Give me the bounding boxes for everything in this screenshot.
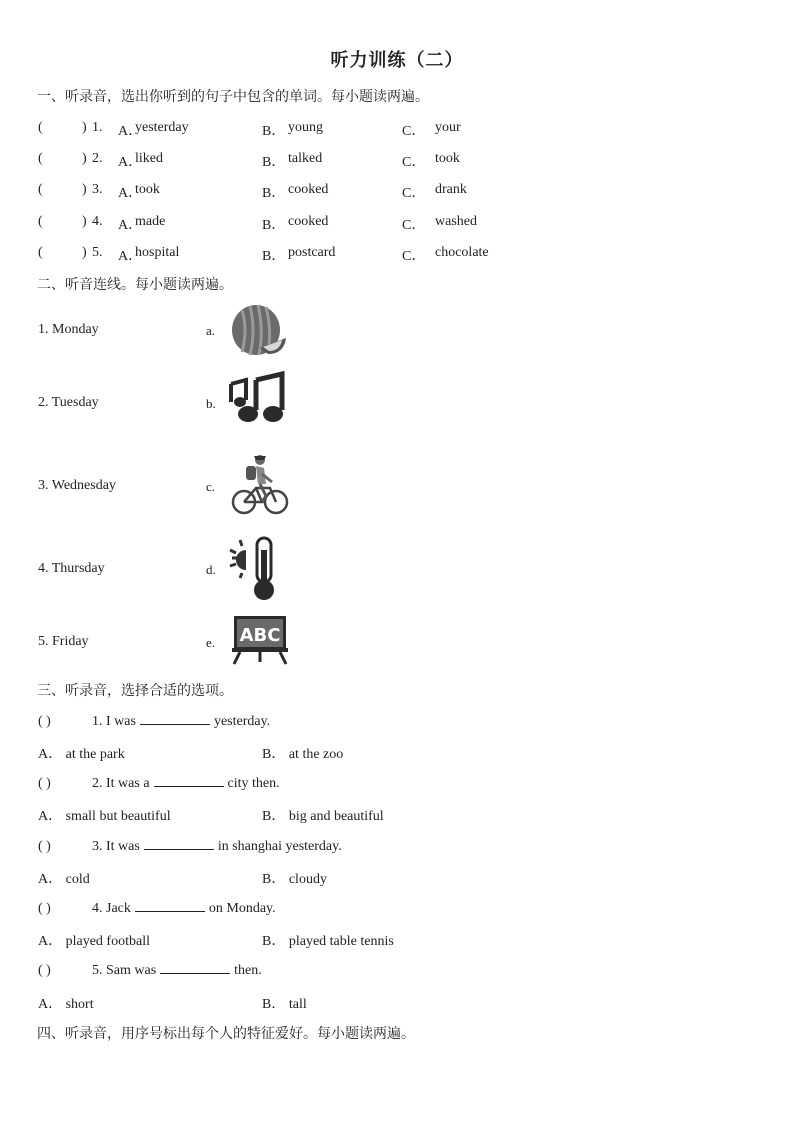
choice-row — [38, 214, 758, 234]
answer-bracket: ( ) — [38, 963, 51, 978]
question-text-before: 4. Jack — [92, 901, 131, 916]
question-row — [38, 837, 342, 855]
option-b-word: cooked — [288, 182, 329, 197]
question-row — [38, 899, 276, 917]
option-a-word: hospital — [135, 245, 180, 260]
option-c-letter: C． — [402, 186, 426, 201]
question-text-before: 2. It was a — [92, 776, 150, 791]
question-number: 3. — [92, 182, 103, 197]
option-b-word: young — [288, 120, 323, 135]
match-label-4: 4. Thursday — [38, 561, 105, 576]
match-label-1: 1. Monday — [38, 322, 99, 337]
hot-thermometer-icon — [226, 536, 290, 600]
option-a-letter: A． — [118, 218, 143, 233]
question-text-before: 1. I was — [92, 714, 136, 729]
answer-bracket: ( ) — [38, 901, 51, 916]
option-b: B． cloudy — [262, 872, 327, 887]
match-letter-c: c. — [206, 479, 216, 494]
question-row — [38, 774, 280, 792]
question-number: 4. — [92, 214, 103, 229]
option-c-letter: C． — [402, 218, 426, 233]
option-b-letter: B． — [262, 249, 286, 264]
option-c-word: drank — [435, 182, 467, 197]
option-b-letter: B． — [262, 218, 286, 233]
option-b-word: postcard — [288, 245, 336, 260]
choice-row — [38, 151, 758, 171]
match-label-5: 5. Friday — [38, 634, 89, 649]
option-a: A． played football — [38, 934, 150, 949]
option-b-word: talked — [288, 151, 323, 166]
option-a-word: took — [135, 182, 160, 197]
answer-bracket: ( ) — [38, 714, 51, 729]
answer-bracket: ( — [38, 120, 43, 135]
option-a-letter: A． — [118, 155, 143, 170]
match-letter-e: e. — [206, 635, 216, 650]
match-label-3: 3. Wednesday — [38, 478, 116, 493]
page-title: 听力训练（二） — [330, 50, 464, 71]
match-label-2: 2. Tuesday — [38, 395, 99, 410]
answer-bracket-close: ) — [82, 151, 87, 166]
choice-row — [38, 182, 758, 202]
answer-bracket-close: ) — [82, 245, 87, 260]
abc-board-icon — [226, 610, 290, 666]
answer-bracket-close: ) — [82, 120, 87, 135]
option-a: A． cold — [38, 872, 90, 887]
option-b-letter: B． — [262, 155, 286, 170]
option-b-word: cooked — [288, 214, 329, 229]
question-text-before: 5. Sam was — [92, 963, 157, 978]
match-letter-a: a. — [206, 323, 216, 338]
fill-blank — [144, 837, 214, 850]
question-number: 5. — [92, 245, 103, 260]
option-c-word: chocolate — [435, 245, 489, 260]
option-b-letter: B． — [262, 124, 286, 139]
option-a: A． small but beautiful — [38, 809, 171, 824]
answer-bracket: ( — [38, 151, 43, 166]
answer-bracket-close: ) — [82, 182, 87, 197]
answer-bracket: ( — [38, 214, 43, 229]
option-a-word: liked — [135, 151, 163, 166]
question-number: 2. — [92, 151, 103, 166]
question-row — [38, 712, 270, 730]
fill-blank — [135, 899, 205, 912]
question-row — [38, 961, 262, 979]
fill-blank — [154, 774, 224, 787]
question-text-after: on Monday. — [208, 901, 276, 916]
option-c-word: your — [435, 120, 461, 135]
answer-bracket-close: ) — [82, 214, 87, 229]
question-number: 1. — [92, 120, 103, 135]
fill-blank — [160, 961, 230, 974]
option-b: B． played table tennis — [262, 934, 394, 949]
option-a: A． at the park — [38, 747, 125, 762]
answer-bracket: ( ) — [38, 839, 51, 854]
option-c-word: took — [435, 151, 460, 166]
fill-blank — [140, 712, 210, 725]
answer-bracket: ( — [38, 182, 43, 197]
choice-row — [38, 120, 758, 140]
music-note-icon — [226, 370, 290, 434]
option-c-letter: C． — [402, 249, 426, 264]
section2-heading: 二、听音连线。每小题读两遍。 — [37, 277, 233, 293]
section4-heading: 四、听录音，用序号标出每个人的特征爱好。每小题读两遍。 — [37, 1026, 415, 1042]
option-b: B． tall — [262, 997, 307, 1012]
option-b: B． at the zoo — [262, 747, 344, 762]
option-a-letter: A． — [118, 249, 143, 264]
question-text-after: yesterday. — [213, 714, 271, 729]
answer-bracket: ( — [38, 245, 43, 260]
cyclist-icon — [226, 452, 290, 516]
option-c-word: washed — [435, 214, 477, 229]
match-letter-d: d. — [206, 562, 216, 577]
option-a-word: yesterday — [135, 120, 189, 135]
section3-heading: 三、听录音，选择合适的选项。 — [37, 683, 233, 699]
watermelon-icon — [226, 300, 290, 364]
section1-heading: 一、听录音，选出你听到的句子中包含的单词。每小题读两遍。 — [37, 89, 429, 105]
option-a-letter: A． — [118, 124, 143, 139]
svg-text:ABC: ABC — [239, 625, 281, 646]
choice-row — [38, 245, 758, 265]
option-a-word: made — [135, 214, 166, 229]
option-c-letter: C． — [402, 124, 426, 139]
question-text-after: city then. — [227, 776, 280, 791]
option-c-letter: C． — [402, 155, 426, 170]
option-a: A． short — [38, 997, 94, 1012]
question-text-before: 3. It was — [92, 839, 140, 854]
answer-bracket: ( ) — [38, 776, 51, 791]
option-b-letter: B． — [262, 186, 286, 201]
question-text-after: in shanghai yesterday. — [217, 839, 342, 854]
match-letter-b: b. — [206, 396, 216, 411]
option-a-letter: A． — [118, 186, 143, 201]
question-text-after: then. — [234, 963, 262, 978]
option-b: B． big and beautiful — [262, 809, 384, 824]
